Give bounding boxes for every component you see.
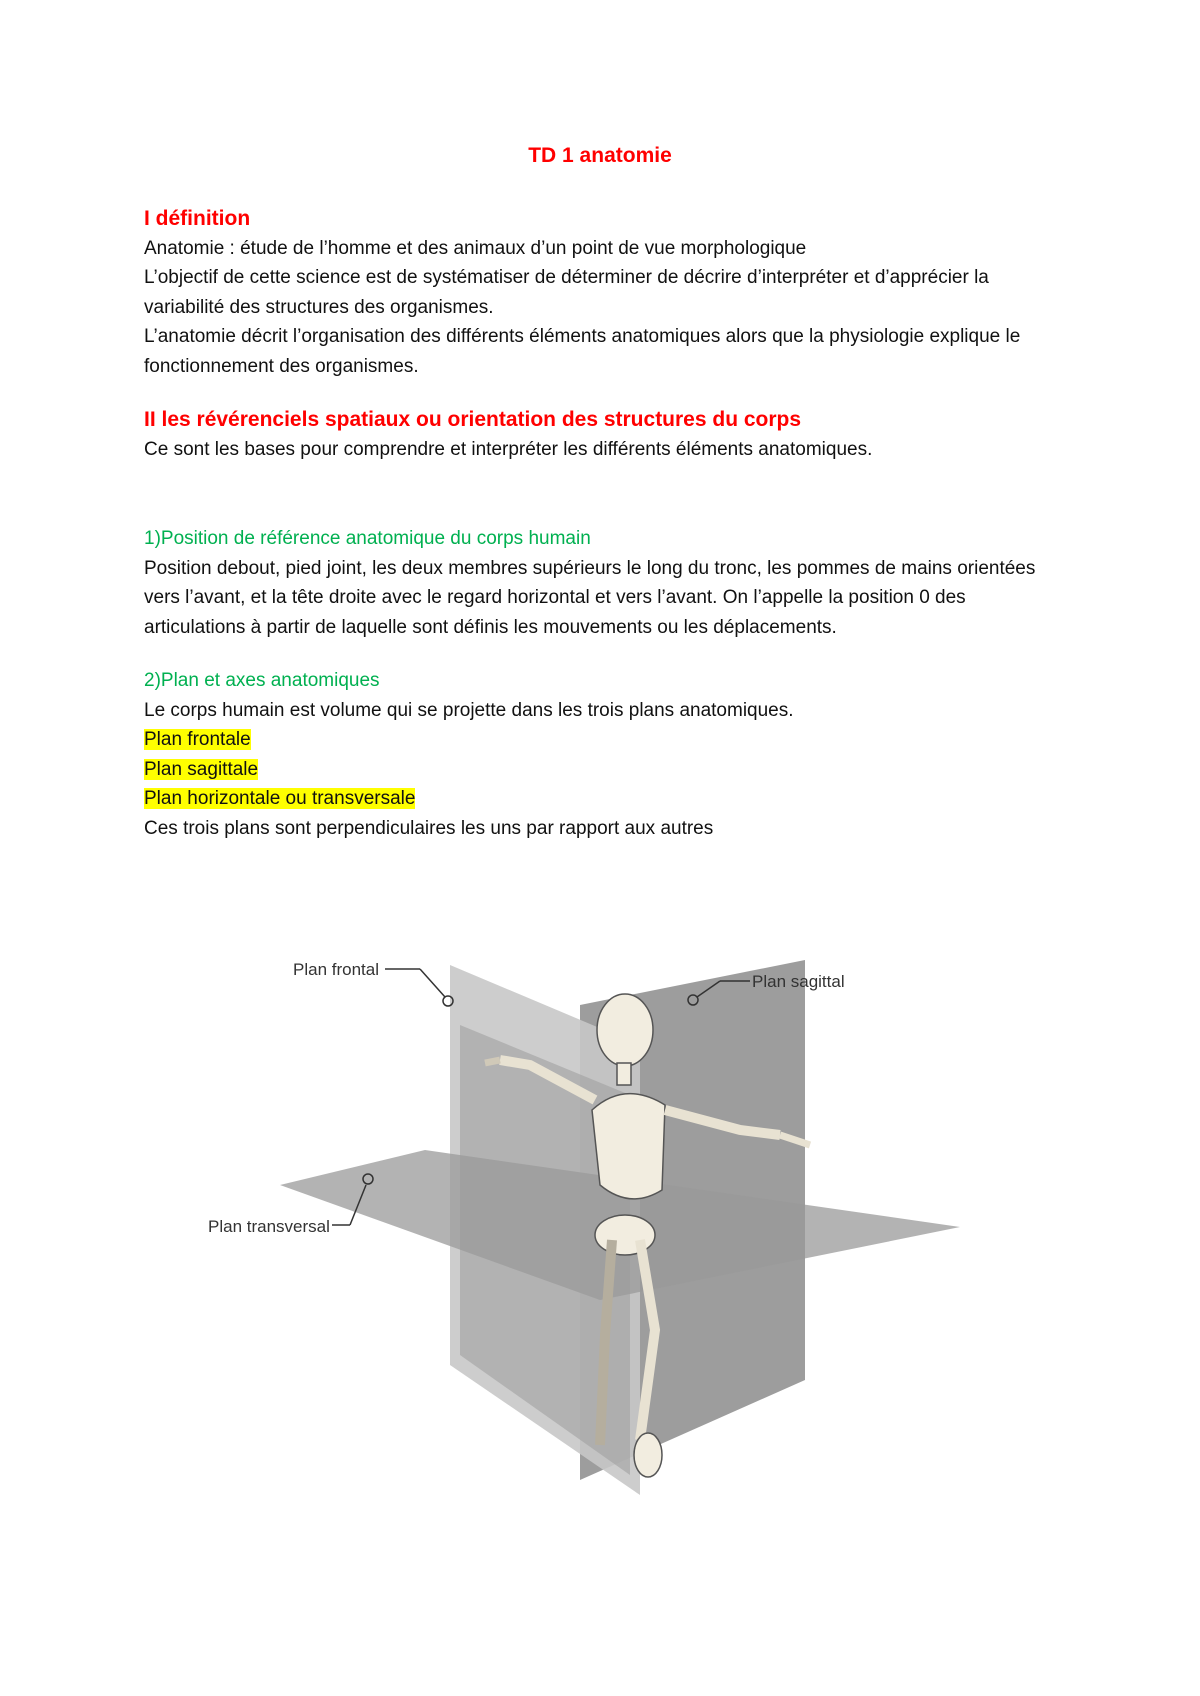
section1-line-3: L’anatomie décrit l’organisation des différents éléments anatomiques alors que la physiologie explique le fonctionnement des organismes. (144, 326, 1021, 377)
document-title: TD 1 anatomie (528, 144, 672, 167)
label-plan-transversal: Plan transversal (208, 1217, 330, 1236)
plane-item-transversale: Plan horizontale ou transversale (144, 788, 416, 809)
section1-line-2: L’objectif de cette science est de systématiser de déterminer de décrire d’interpréter et d’apprécier la variabilité des structures des organismes. (144, 267, 989, 318)
sub2-intro: Le corps humain est volume qui se projette dans les trois plans anatomiques. (144, 699, 794, 721)
label-plan-frontal: Plan frontal (293, 960, 379, 979)
sub1-text: Position debout, pied joint, les deux membres supérieurs le long du tronc, les pommes de mains orientées vers l’avant, et la tête droite avec le regard horizontal et vers l’avant. On l’appelle la position 0 des articulations à partir de laquelle sont définis les mouvements ou les déplacements. (144, 557, 1036, 638)
section2-intro: Ce sont les bases pour comprendre et interpréter les différents éléments anatomiques. (144, 438, 873, 460)
plane-item-frontale: Plan frontale (144, 729, 251, 750)
plane-item-sagittale: Plan sagittale (144, 758, 259, 780)
section1-heading: I définition (144, 207, 251, 230)
sub2-heading: 2)Plan et axes anatomiques (144, 670, 380, 691)
label-plan-sagittal: Plan sagittal (752, 972, 845, 991)
section1-line-1: Anatomie : étude de l’homme et des animaux d’un point de vue morphologique (144, 237, 807, 259)
anatomical-planes-figure (200, 935, 980, 1515)
document-body (144, 204, 1064, 843)
section2-heading: II les révérenciels spatiaux ou orientation des structures du corps (144, 408, 802, 431)
anatomical-planes-illustration (200, 935, 980, 1515)
sub2-outro: Ces trois plans sont perpendiculaires les uns par rapport aux autres (144, 817, 714, 839)
sub1-heading: 1)Position de référence anatomique du corps humain (144, 528, 591, 549)
